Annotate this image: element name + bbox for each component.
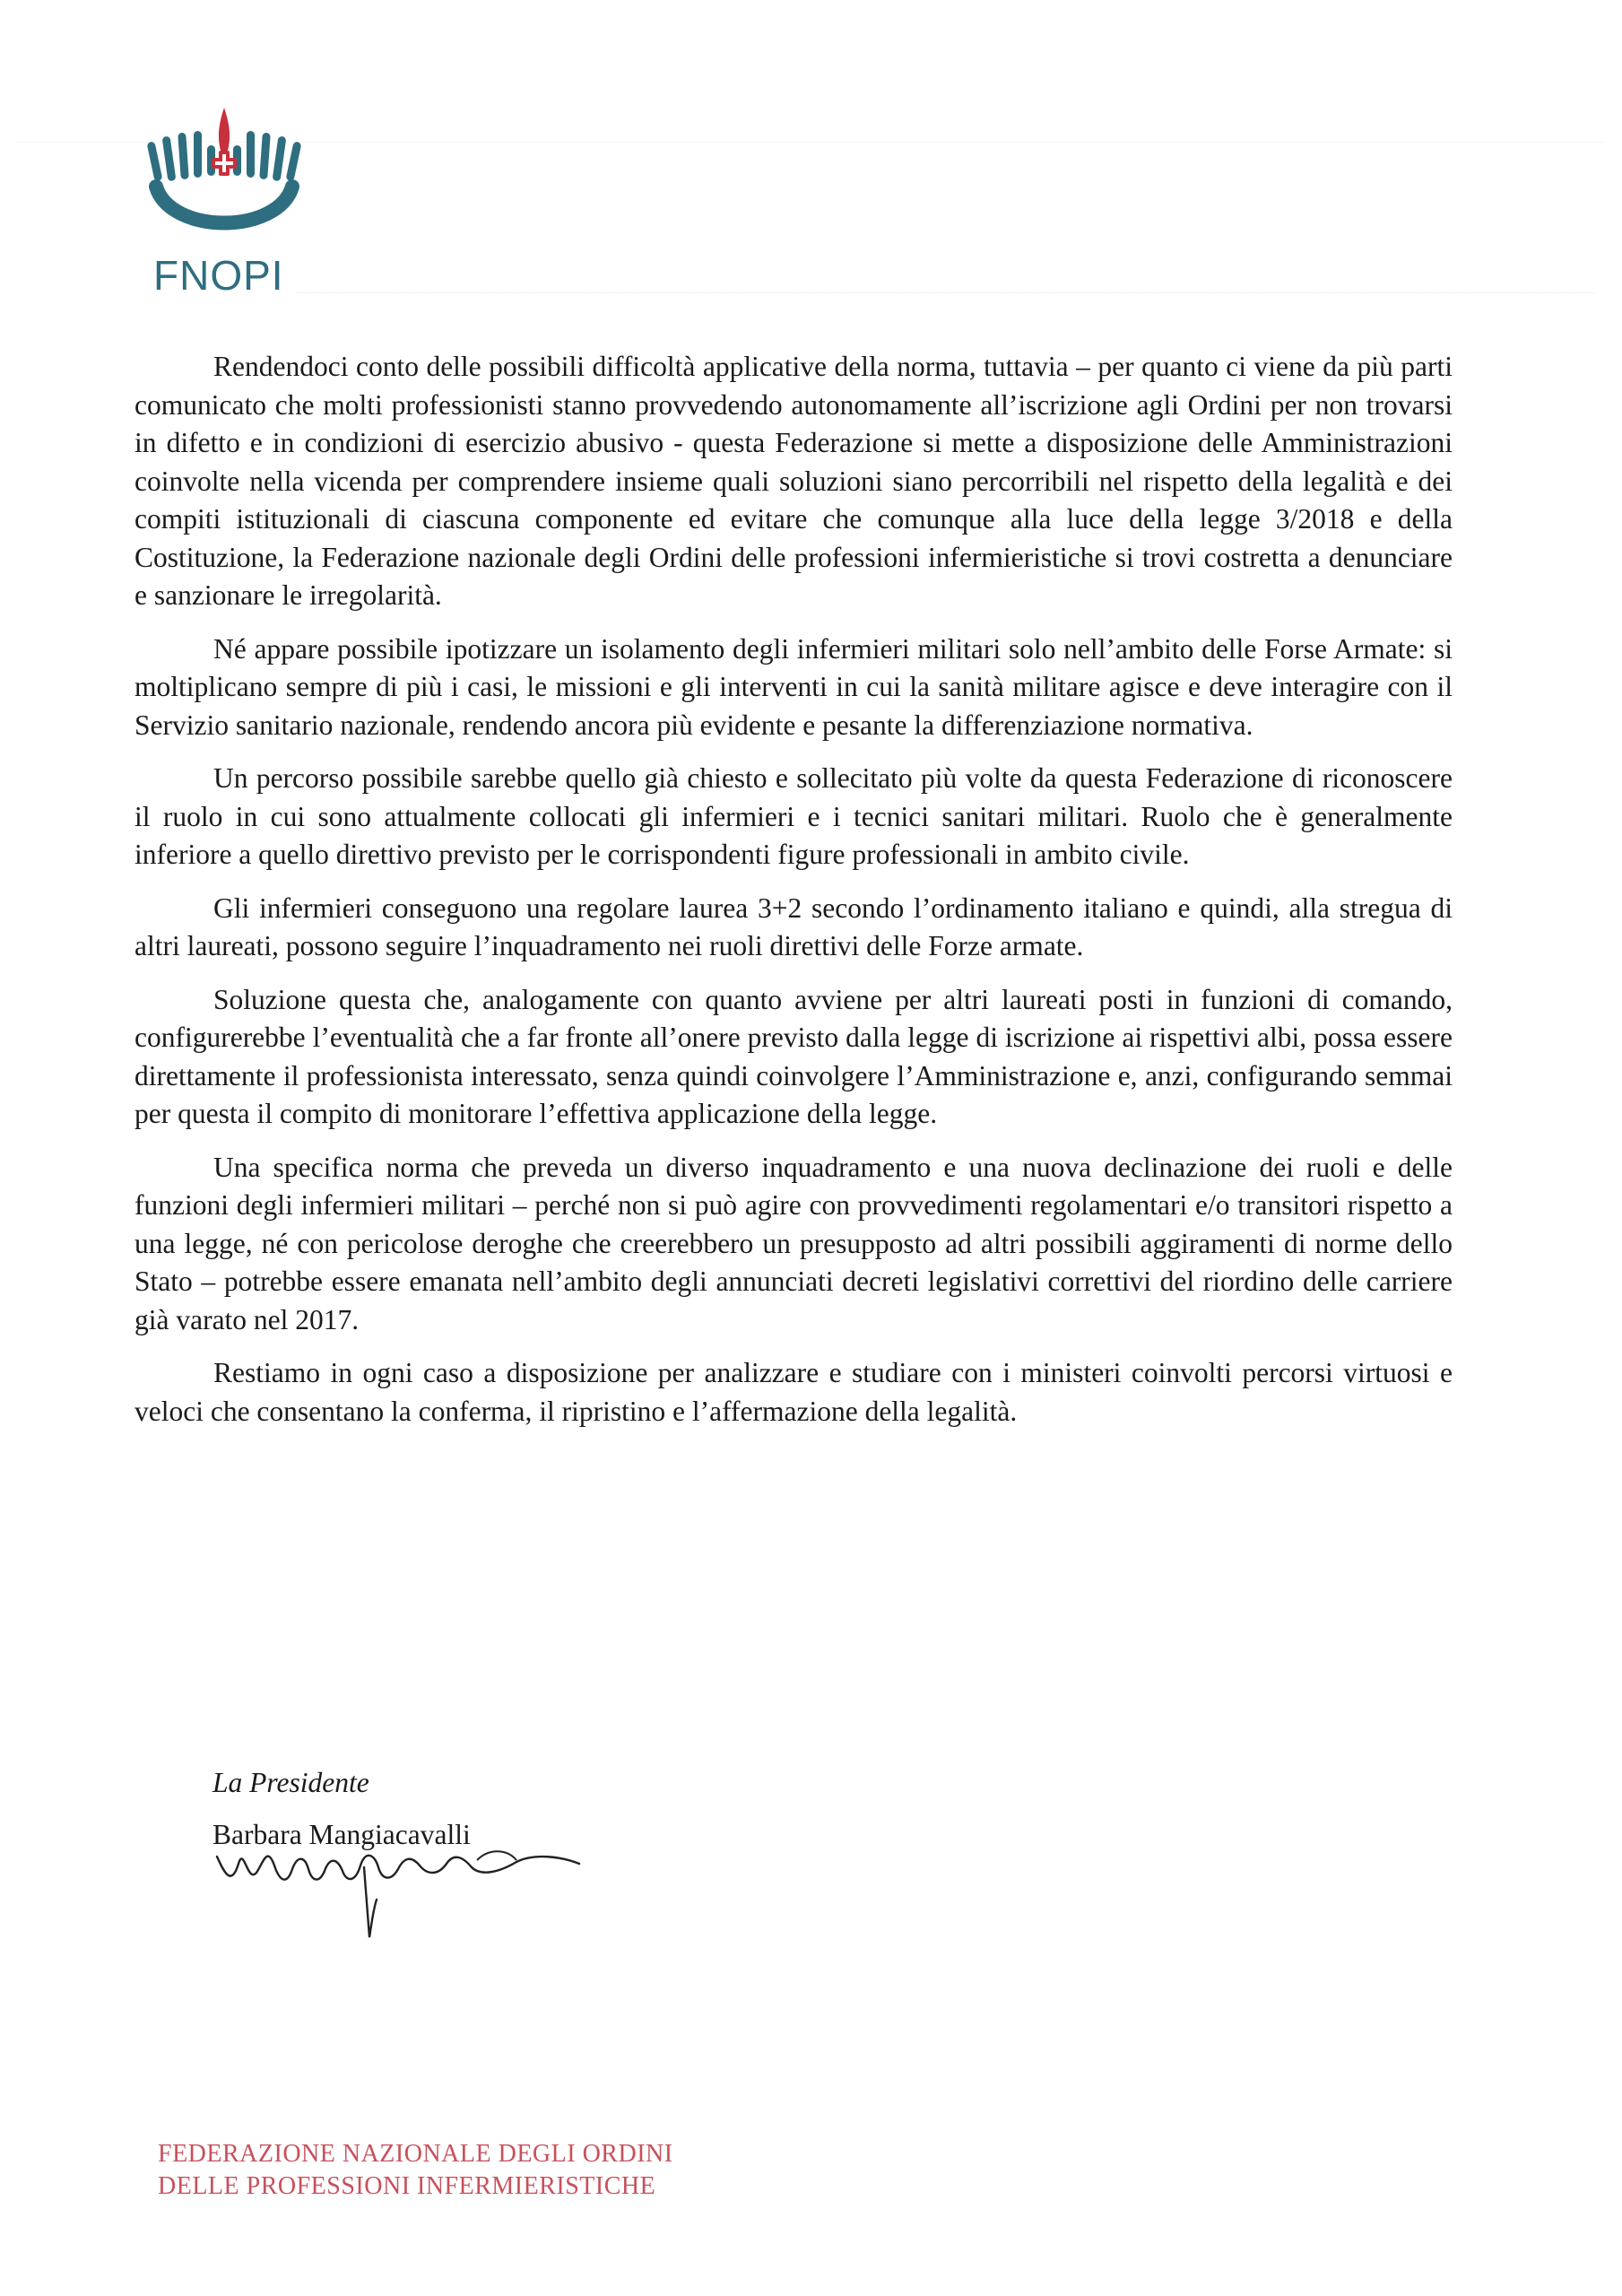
fnopi-logo [143,100,305,253]
footer-federation-name [158,2138,673,2203]
paragraph: Una specifica norma che preveda un diverso inquadramento e una nuova declinazione dei ruoli e delle funzioni degli infermieri militari – perché non si può agire con provvedimenti regolamentari e/o transitori rispetto a una legge, né con pericolose deroghe che creerebbero un presupposto ad altri possibili aggiramenti di norme dello Stato – potrebbe essere emanata nell’ambito degli annunciati decreti legislativi correttivi del riordino delle carriere già varato nel 2017. [134,1151,1453,1335]
header-divider [296,292,1595,293]
paragraph: Restiamo in ogni caso a disposizione per analizzare e studiare con i ministeri coinvolti percorsi virtuosi e veloci che consentano la conferma, il ripristino e l’affermazione della legalità. [134,1357,1453,1427]
paragraph: Gli infermieri conseguono una regolare laurea 3+2 secondo l’ordinamento italiano e quindi, alla stregua di altri laureati, possono seguire l’inquadramento nei ruoli direttivi delle Forze armate. [134,891,1453,961]
paragraph: Un percorso possibile sarebbe quello già chiesto e sollecitato più volte da questa Federazione di riconoscere il ruolo in cui sono attualmente collocati gli infermieri e i tecnici sanitari militari. Ruolo che è generalmente inferiore a quello direttivo previsto per le corrispondenti figure professionali in ambito civile. [134,762,1453,870]
signature-scribble-icon [212,1810,588,1944]
footer-line: FEDERAZIONE NAZIONALE DEGLI ORDINI [158,2140,673,2168]
signatory-role: La Presidente [213,1767,369,1798]
handwritten-signature [212,1810,588,1949]
fnopi-hands-cross-logo-icon [143,100,305,253]
logo-wordmark: FNOPI [153,252,284,299]
footer-line: DELLE PROFESSIONI INFERMIERISTICHE [158,2172,656,2200]
paragraph: Né appare possibile ipotizzare un isolamento degli infermieri militari solo nell’ambito delle Forse Armate: si moltiplicano sempre di più i casi, le missioni e gli interventi in cui la sanità militare agisce e deve interagire con il Servizio sanitario nazionale, rendendo ancora più evidente e pesante la differenziazione normativa. [134,632,1453,741]
paragraph: Rendendoci conto delle possibili difficoltà applicative della norma, tuttavia – per quanto ci viene da più parti comunicato che molti professionisti stanno provvedendo autonomamente all’iscrizione agli Ordini per non trovarsi in difetto e in condizioni di esercizio abusivo - questa Federazione si mette a disposizione delle Amministrazioni coinvolte nella vicenda per comprendere insieme quali soluzioni siano percorribili nel rispetto della legalità e dei compiti istituzionali di ciascuna componente ed evitare che comunque alla luce della legge 3/2018 e della Costituzione, la Federazione nazionale degli Ordini delle professioni infermieristiche si trovi costretta a denunciare e sanzionare le irregolarità. [134,351,1453,611]
letter-body [134,348,1453,1446]
signatory-name: Barbara Mangiacavalli [213,1819,471,1850]
paragraph: Soluzione questa che, analogamente con quanto avviene per altri laureati posti in funzioni di comando, configurerebbe l’eventualità che a far fronte all’onere previsto dalla legge di iscrizione ai rispettivi albi, possa essere direttamente il professionista interessato, senza quindi coinvolgere l’Amministrazione e, anzi, configurando semmai per questa il compito di monitorare l’effettiva applicazione della legge. [134,983,1453,1129]
